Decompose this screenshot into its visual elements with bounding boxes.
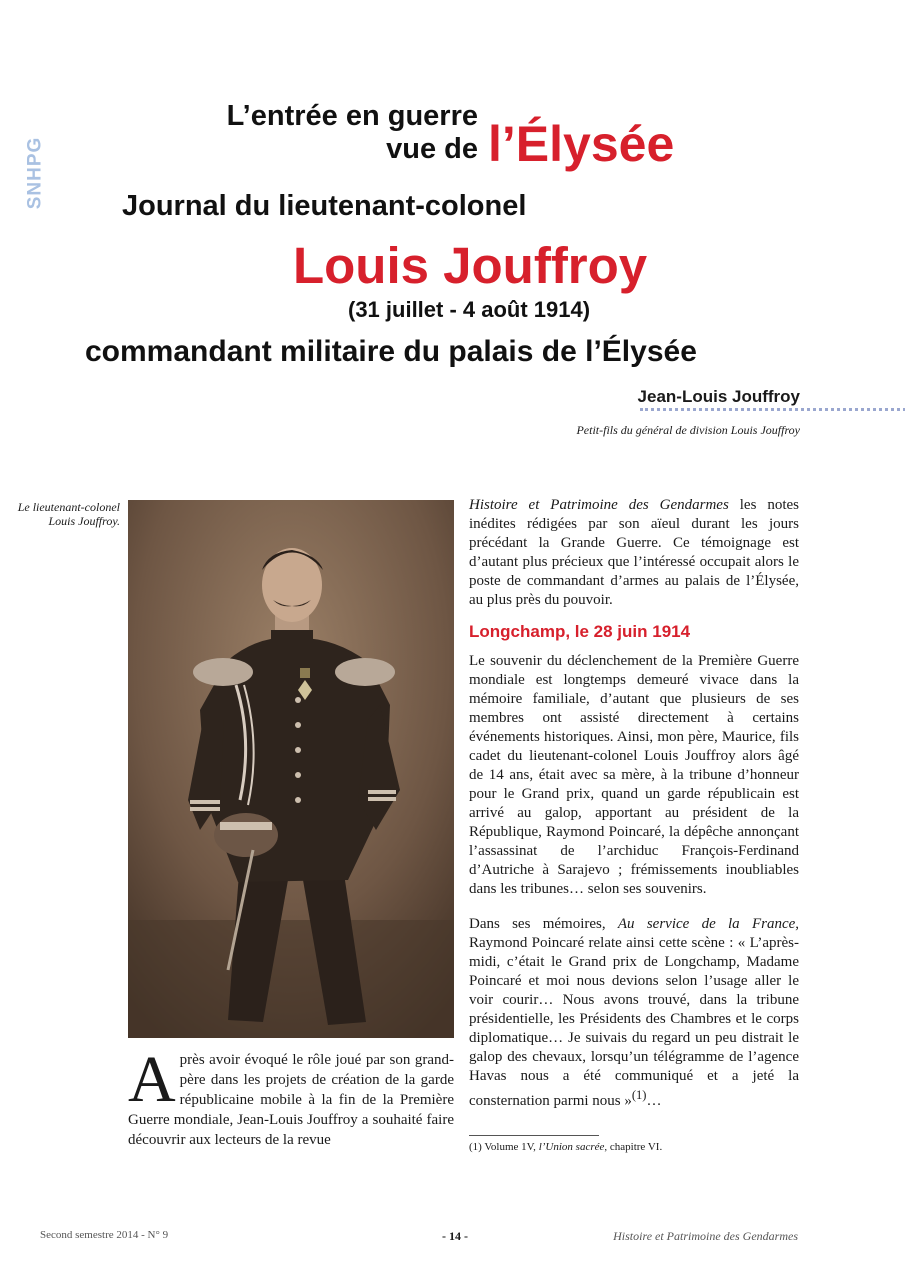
magazine-title: Histoire et Patrimoine des Gendarmes	[469, 497, 729, 513]
book-title: Au service de la France	[617, 916, 796, 932]
page-number: - 14 -	[442, 1229, 468, 1243]
author-name: Jean-Louis Jouffroy	[637, 387, 800, 406]
portrait-illustration	[128, 500, 454, 1038]
author-divider	[640, 408, 905, 411]
side-tag	[20, 128, 50, 218]
footer-publication: Histoire et Patrimoine des Gendarmes	[613, 1229, 798, 1243]
subtitle-role: commandant militaire du palais de l’Élysée	[85, 335, 697, 368]
side-tag-text: SNHPG	[24, 136, 46, 210]
paragraph-1-text: les notes inédites rédigées par son aïeul durant les jours précédant la Grande Guerre. Ce témoignage est d’autant plus précieux que l’intéressé occupait alors le poste de commandant d’armes au palais de l’Élysée, au plus près du pouvoir.	[469, 497, 799, 608]
photo-caption: Le lieutenant-colonel Louis Jouffroy.	[17, 500, 120, 528]
drop-cap: A	[128, 1043, 176, 1116]
title-line-2: vue de	[386, 133, 478, 165]
footnote-title: l’Union sacrée	[538, 1141, 605, 1153]
section-heading: Longchamp, le 28 juin 1914	[469, 622, 691, 641]
subtitle-dates: (31 juillet - 4 août 1914)	[348, 297, 591, 322]
paragraph-3	[469, 915, 799, 1111]
paragraph-1	[469, 496, 799, 610]
paragraph-2: Le souvenir du déclenchement de la Première Guerre mondiale est longtemps demeuré vivace dans la mémoire familiale, d’autant que plusieurs de ses membres ont assisté directement à certains événements historiques. Ainsi, mon père, Maurice, fils cadet du lieutenant-colonel Louis Jouffroy alors âgé de 14 ans, était avec sa mère, à la tribune d’honneur pour le Grand prix, quand un garde républicain est arrivé au galop, apportant au président de la République, Raymond Poincaré, la dépêche annonçant l’assassinat de l’archiduc François-Ferdinand d’Autriche à Sarajevo ; frémissements inoubliables dans les tribunes… selon ses souvenirs.	[469, 653, 799, 897]
author-note: Petit-fils du général de division Louis Jouffroy	[576, 423, 800, 437]
paragraph-3-text: , Raymond Poincaré relate ainsi cette scène : « L’après-midi, c’était le Grand prix de Longchamp, Madame Poincaré et moi nous devions selon l’usage aller le voir courir… Nous avons trouvé, dans la tribune présidentielle, les Présidents des Chambres et le corps diplomatique… Je suivais du regard un peu distrait le galop des chevaux, lorsqu’un télégramme de l’agence Havas nous a été communiqué et a jeté la consternation parmi nous »	[469, 916, 800, 1109]
footnote-ref[interactable]: (1)	[631, 1088, 647, 1102]
title-elysee: l’Élysée	[488, 116, 675, 172]
paragraph-3-end: …	[646, 1093, 662, 1109]
article-column	[469, 496, 799, 1111]
subtitle-name: Louis Jouffroy	[293, 237, 648, 294]
title-line-1: L’entrée en guerre	[226, 100, 478, 132]
subtitle-journal: Journal du lieutenant-colonel	[122, 190, 527, 222]
intro-text: près avoir évoqué le rôle joué par son grand-père dans les projets de création de la garde républicaine mobile à la fin de la Première Guerre mondiale, Jean-Louis Jouffroy a souhaité faire découvrir aux lecteurs de la revue	[128, 1052, 454, 1148]
paragraph-3-start: Dans ses mémoires,	[469, 916, 618, 932]
footnote-end: , chapitre VI.	[604, 1141, 663, 1153]
footnote-start: (1) Volume 1V,	[469, 1141, 539, 1153]
footnote	[469, 1141, 799, 1153]
intro-paragraph	[128, 1043, 454, 1150]
portrait-photo	[128, 500, 454, 1038]
footnote-divider	[469, 1135, 599, 1136]
footer-issue: Second semestre 2014 - N° 9	[40, 1229, 169, 1241]
